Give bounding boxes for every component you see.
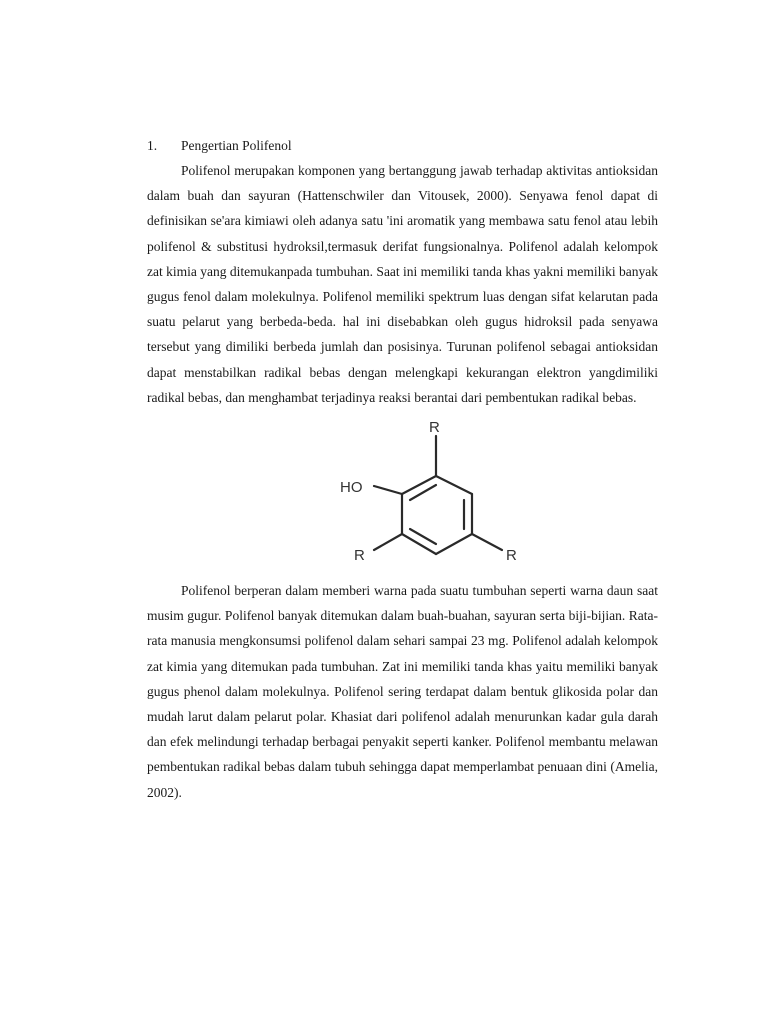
document-page (147, 133, 658, 805)
paragraph-2: Polifenol berperan dalam memberi warna pada suatu tumbuhan seperti warna daun saat musim gugur. Polifenol banyak ditemukan dalam buah-buahan, sayuran serta biji-bijian. Rata-rata manusia mengkonsumsi polifenol dalam sehari sampai 23 mg. Polifenol adalah kelompok zat kimia yang ditemukan pada tumbuhan. Zat ini memiliki tanda khas yaitu memiliki banyak gugus phenol dalam molekulnya. Polifenol sering terdapat dalam bentuk glikosida polar dan mudah larut dalam pelarut polar. Khasiat dari polifenol adalah menurunkan kadar gula darah dan efek melindungi terhadap berbagai penyakit seperti kanker. Polifenol membantu melawan pembentukan radikal bebas dalam tubuh sehingga dapat memperlambat penuaan dini (Amelia, 2002). (147, 583, 658, 800)
section-title: Pengertian Polifenol (181, 138, 292, 153)
r-right-bond (472, 534, 502, 550)
r-top-label: R (429, 419, 440, 437)
ring-bond (436, 476, 472, 494)
ring-bond (436, 534, 472, 554)
ring-bond (402, 534, 436, 554)
r-bottom-left-label: R (354, 547, 365, 565)
section-number: 1. (147, 138, 158, 153)
paragraph-1: Polifenol merupakan komponen yang bertanggung jawab terhadap aktivitas antioksidan dalam buah dan sayuran (Hattenschwiler dan Vitousek, 2000). Senyawa fenol dapat di definisikan se'ara kimiawi oleh adanya satu 'ini aromatik yang membawa satu fenol atau lebih polifenol & substitusi hydroksil,termasuk derifat fungsionalnya. Polifenol adalah kelompok zat kimia yang ditemukanpada tumbuhan. Saat ini memiliki tanda khas yakni memiliki banyak gugus fenol dalam molekulnya. Polifenol memiliki spektrum luas dengan sifat kelarutan pada suatu pelarut yang berbeda-beda. hal ini disebabkan oleh gugus hidroksil pada senyawa tersebut yang dimiliki berbeda jumlah dan posisinya. Turunan polifenol sebagai antioksidan dapat menstabilkan radikal bebas dengan melengkapi kekurangan elektron yangdimiliki radikal bebas, dan menghambat terjadinya reaksi berantai dari pembentukan radikal bebas. (147, 163, 659, 405)
r-right-label: R (506, 547, 517, 565)
r-left-bond (374, 534, 402, 550)
section-heading (147, 133, 658, 158)
hydroxyl-bond (374, 486, 402, 494)
hydroxyl-label: HO (340, 479, 363, 497)
polyphenol-structure-figure (147, 414, 658, 564)
phenol-structure-diagram (332, 414, 532, 564)
ring-bond (402, 476, 436, 494)
